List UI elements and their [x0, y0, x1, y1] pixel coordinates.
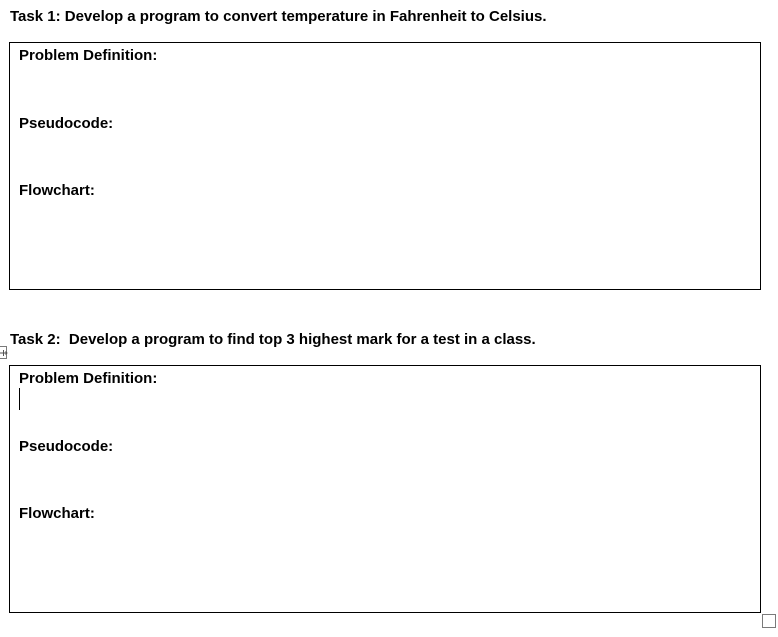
- four-arrows-move-icon: [0, 349, 8, 357]
- task-2-pseudocode-label: Pseudocode:: [19, 438, 114, 455]
- table-resize-handle-icon[interactable]: [762, 614, 776, 628]
- text-cursor: [19, 388, 20, 410]
- task-1-pseudocode-label: Pseudocode:: [19, 115, 114, 132]
- task-1-answer-box[interactable]: [9, 42, 761, 290]
- task-1-flowchart-label: Flowchart:: [19, 182, 95, 199]
- task-1-title: Task 1: Develop a program to convert temperature in Fahrenheit to Celsius.: [10, 8, 547, 25]
- task-2-answer-box[interactable]: [9, 365, 761, 613]
- task-2-title: Task 2: Develop a program to find top 3 highest mark for a test in a class.: [10, 331, 536, 348]
- task-2-flowchart-label: Flowchart:: [19, 505, 95, 522]
- task-2-problem-definition-label: Problem Definition:: [19, 370, 158, 387]
- table-move-handle-icon[interactable]: [0, 346, 7, 359]
- task-1-problem-definition-label: Problem Definition:: [19, 47, 158, 64]
